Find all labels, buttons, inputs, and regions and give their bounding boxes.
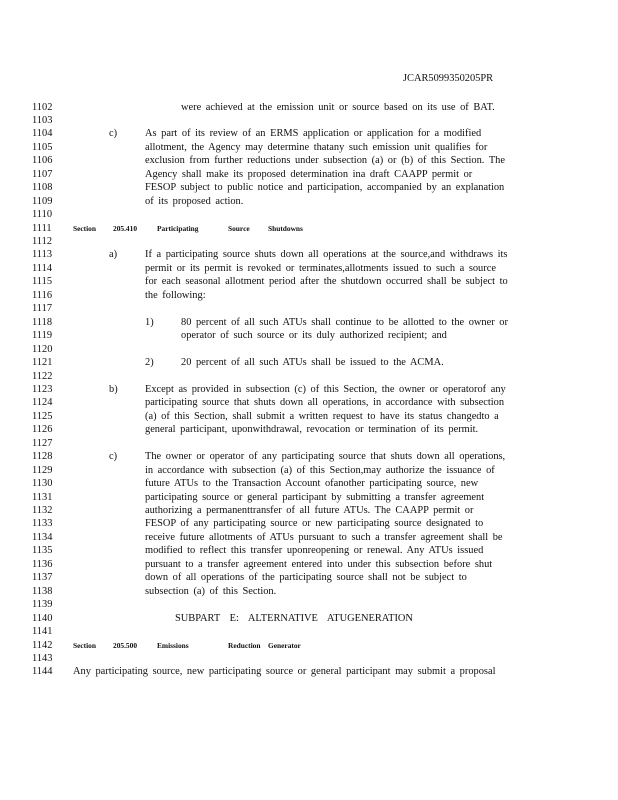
line-number: 1121 <box>32 357 53 369</box>
subpart-heading: SUBPART E: ALTERNATIVE ATUGENERATION <box>175 612 413 624</box>
line-number: 1138 <box>32 585 53 597</box>
paragraph-text: down of all operations of the participating source shall not be subject to <box>145 572 467 584</box>
document-line <box>0 438 618 451</box>
document-line <box>0 397 618 410</box>
document-line <box>0 169 618 182</box>
line-number: 1142 <box>32 639 53 651</box>
line-number: 1110 <box>32 209 53 221</box>
document-line <box>0 236 618 249</box>
paragraph-label: 2) <box>145 357 154 369</box>
line-number: 1111 <box>32 222 52 234</box>
paragraph-text: FESOP of any participating source or new participating source designated to <box>145 518 484 530</box>
document-line <box>0 249 618 262</box>
section-heading-word: Section <box>73 223 96 233</box>
line-number: 1102 <box>32 101 53 113</box>
line-number: 1105 <box>32 141 53 153</box>
document-line <box>0 330 618 343</box>
document-line <box>0 613 618 626</box>
document-line <box>0 559 618 572</box>
line-number: 1132 <box>32 505 53 516</box>
document-line <box>0 344 618 357</box>
line-number: 1119 <box>32 330 53 342</box>
line-number: 1108 <box>32 182 53 194</box>
line-number: 1104 <box>32 128 53 140</box>
line-number: 1116 <box>32 289 53 301</box>
section-heading-word: Emissions <box>157 640 189 650</box>
line-number: 1126 <box>32 424 53 436</box>
document-line <box>0 640 618 653</box>
paragraph-text: If a participating source shuts down all operations at the source,and withdraws its <box>145 249 508 261</box>
document-line <box>0 465 618 478</box>
document-line <box>0 196 618 209</box>
paragraph-text: FESOP subject to public notice and participation, accompanied by an explanation <box>145 182 505 194</box>
document-line <box>0 599 618 612</box>
document-line <box>0 102 618 115</box>
document-line <box>0 128 618 141</box>
section-heading-word: Source <box>228 223 250 233</box>
paragraph-text: participating source that shuts down all operations, in accordance with subsection <box>145 397 505 409</box>
document-line <box>0 572 618 585</box>
document-line <box>0 276 618 289</box>
paragraph-text: of its proposed action. <box>145 195 244 207</box>
document-line <box>0 303 618 316</box>
paragraph-text: 20 percent of all such ATUs shall be issued to the ACMA. <box>181 357 444 369</box>
document-line <box>0 142 618 155</box>
paragraph-text: authorizing a permanenttransfer of all future ATUs. The CAAPP permit or <box>145 505 474 516</box>
document-line <box>0 653 618 666</box>
paragraph-label: b) <box>109 383 118 395</box>
document-line <box>0 263 618 276</box>
line-number: 1115 <box>32 276 53 288</box>
paragraph-text: pursuant to a transfer agreement entered into under this subsection before shut <box>145 558 493 570</box>
document-line <box>0 223 618 236</box>
document-line <box>0 411 618 424</box>
line-number: 1131 <box>32 491 53 503</box>
line-number: 1103 <box>32 114 53 126</box>
line-number: 1106 <box>32 155 53 167</box>
line-number: 1128 <box>32 451 53 463</box>
document-line <box>0 545 618 558</box>
paragraph-text: operator of such source or its duly authorized recipient; and <box>181 330 447 342</box>
line-number: 1112 <box>32 236 53 247</box>
document-line <box>0 155 618 168</box>
paragraph-label: 1) <box>145 316 154 328</box>
paragraph-text: permit or its permit is revoked or terminates,allotments issued to such a source <box>145 262 496 274</box>
body-text: Any participating source, new participating source or general participant may submit a proposal <box>73 666 496 678</box>
document-line <box>0 384 618 397</box>
line-number: 1118 <box>32 316 53 328</box>
document-line <box>0 451 618 464</box>
paragraph-text: general participant, uponwithdrawal, revocation or termination of its permit. <box>145 424 479 436</box>
document-line <box>0 586 618 599</box>
section-heading-word: Shutdowns <box>268 223 303 233</box>
section-heading-word: 205.500 <box>113 640 138 650</box>
document-id-header: JCAR5099350205PR <box>403 73 494 84</box>
line-number: 1135 <box>32 545 53 557</box>
document-line <box>0 115 618 128</box>
paragraph-label: c) <box>109 451 118 463</box>
document-line <box>0 182 618 195</box>
paragraph-text: Agency shall make its proposed determination ina draft CAAPP permit or <box>145 168 473 180</box>
line-number: 1124 <box>32 397 53 409</box>
line-number: 1137 <box>32 572 53 584</box>
line-number: 1133 <box>32 518 53 530</box>
line-number: 1136 <box>32 558 53 570</box>
line-number: 1122 <box>32 370 53 382</box>
line-number: 1107 <box>32 168 53 180</box>
document-line <box>0 626 618 639</box>
paragraph-text: in accordance with subsection (a) of this Section,may authorize the issuance of <box>145 464 495 476</box>
paragraph-text: As part of its review of an ERMS application or application for a modified <box>145 128 482 140</box>
document-line <box>0 518 618 531</box>
paragraph-text: receive future allotments of ATUs pursuant to such a transfer agreement shall be <box>145 531 503 543</box>
paragraph-text: were achieved at the emission unit or source based on its use of BAT. <box>181 101 495 113</box>
section-heading-word: Participating <box>157 223 199 233</box>
line-number: 1130 <box>32 478 53 490</box>
line-number: 1120 <box>32 343 53 355</box>
paragraph-label: c) <box>109 128 118 140</box>
line-number: 1134 <box>32 531 53 543</box>
section-heading-word: Generator <box>268 640 301 650</box>
document-line <box>0 532 618 545</box>
line-number: 1129 <box>32 464 53 476</box>
document-line <box>0 505 618 518</box>
section-heading-word: 205.410 <box>113 223 138 233</box>
paragraph-text: allotment, the Agency may determine thatany such emission unit qualifies for <box>145 141 488 153</box>
line-number: 1117 <box>32 303 53 315</box>
document-line <box>0 424 618 437</box>
document-line <box>0 209 618 222</box>
line-number: 1114 <box>32 262 53 274</box>
paragraph-text: modified to reflect this transfer uponreopening or renewal. Any ATUs issued <box>145 545 484 557</box>
paragraph-text: the following: <box>145 289 206 301</box>
paragraph-text: for each seasonal allotment period after the shutdown occurred shall be subject to <box>145 276 508 288</box>
line-number: 1109 <box>32 195 53 207</box>
paragraph-text: subsection (a) of this Section. <box>145 585 277 597</box>
document-line <box>0 371 618 384</box>
line-number: 1140 <box>32 612 53 624</box>
document-line <box>0 317 618 330</box>
paragraph-text: exclusion from further reductions under subsection (a) or (b) of this Section. The <box>145 155 505 167</box>
line-number: 1127 <box>32 437 53 449</box>
line-number: 1123 <box>32 383 53 395</box>
document-line <box>0 478 618 491</box>
paragraph-text: (a) of this Section, shall submit a written request to have its status changedto a <box>145 410 499 422</box>
document-line <box>0 357 618 370</box>
document-line <box>0 290 618 303</box>
paragraph-text: participating source or general participant by submitting a transfer agreement <box>145 491 485 503</box>
line-number: 1113 <box>32 249 53 261</box>
document-line <box>0 492 618 505</box>
document-line <box>0 666 618 679</box>
section-heading-word: Section <box>73 640 96 650</box>
line-number: 1144 <box>32 666 53 678</box>
paragraph-label: a) <box>109 249 118 261</box>
line-number: 1125 <box>32 410 53 422</box>
line-number: 1143 <box>32 652 53 664</box>
line-number: 1139 <box>32 599 53 611</box>
paragraph-text: future ATUs to the Transaction Account ofanother participating source, new <box>145 478 479 490</box>
paragraph-text: 80 percent of all such ATUs shall continue to be allotted to the owner or <box>181 316 508 328</box>
paragraph-text: The owner or operator of any participating source that shuts down all operations, <box>145 451 506 463</box>
paragraph-text: Except as provided in subsection (c) of this Section, the owner or operatorof any <box>145 383 506 395</box>
line-number: 1141 <box>32 626 53 638</box>
section-heading-word: Reduction <box>228 640 261 650</box>
